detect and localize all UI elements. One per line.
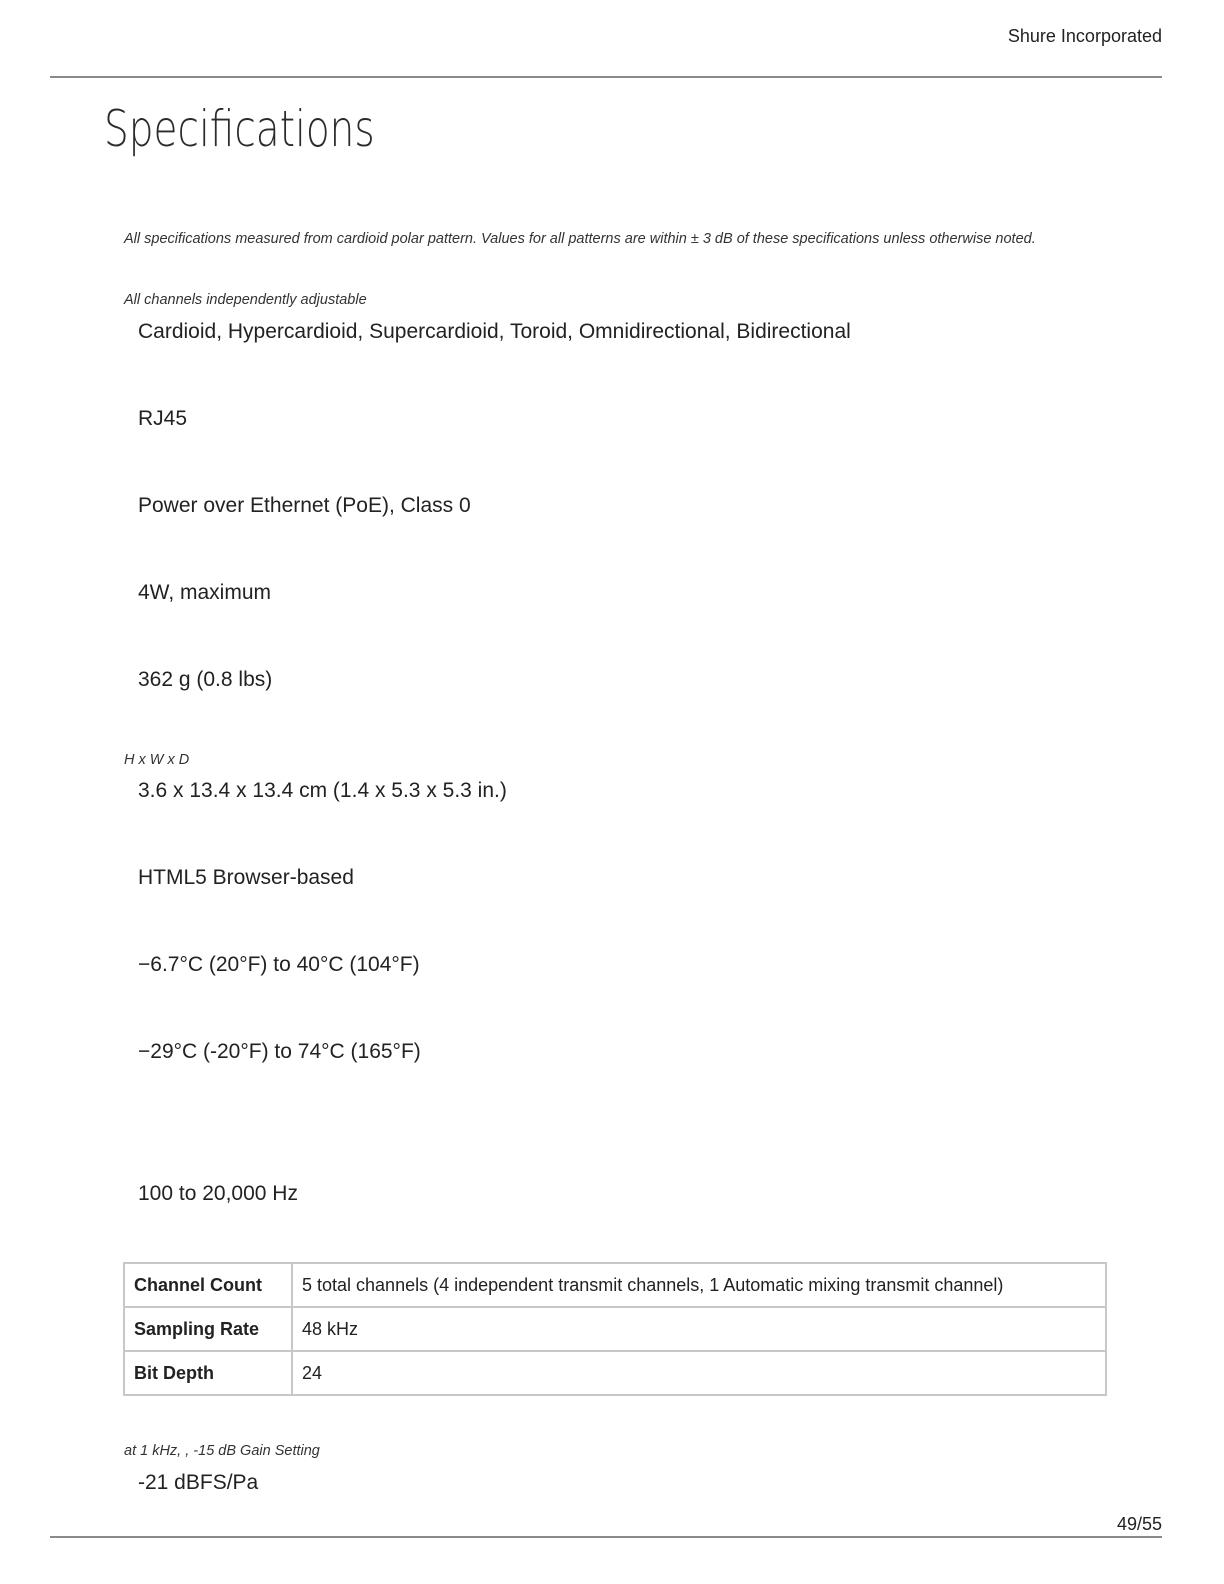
control-software-value: HTML5 Browser-based: [138, 866, 354, 889]
channels-note: All channels independently adjustable: [124, 292, 367, 308]
company-name: Shure Incorporated: [1007, 26, 1162, 46]
page-title: Specifications: [104, 100, 375, 158]
dimensions-value: 3.6 x 13.4 x 13.4 cm (1.4 x 5.3 x 5.3 in.): [138, 779, 507, 802]
polar-patterns-value: Cardioid, Hypercardioid, Supercardioid, Toroid, Omnidirectional, Bidirectional: [138, 320, 851, 343]
table-cell-value: 24: [292, 1351, 1106, 1395]
frequency-response-value: 100 to 20,000 Hz: [138, 1182, 298, 1205]
table-row: [124, 1351, 1106, 1395]
audio-spec-table: [123, 1262, 1107, 1396]
table-cell-value: 5 total channels (4 independent transmit channels, 1 Automatic mixing transmit channel): [292, 1263, 1106, 1307]
table-cell-value: 48 kHz: [292, 1307, 1106, 1351]
power-value: Power over Ethernet (PoE), Class 0: [138, 494, 471, 517]
power-consumption-value: 4W, maximum: [138, 581, 272, 604]
operating-temp-value: −6.7°C (20°F) to 40°C (104°F): [138, 953, 420, 976]
dimensions-note: H x W x D: [124, 752, 190, 768]
page-number: 49/55: [1116, 1514, 1162, 1534]
sensitivity-note: at 1 kHz, , -15 dB Gain Setting: [124, 1443, 320, 1459]
footer-divider: [50, 1536, 1162, 1538]
table-cell-label: Channel Count: [124, 1263, 292, 1307]
general-note: All specifications measured from cardioid polar pattern. Values for all patterns are within ± 3 dB of these specifications unless otherwise noted.: [124, 231, 1036, 247]
sensitivity-value: -21 dBFS/Pa: [138, 1471, 259, 1494]
header-divider: [50, 76, 1162, 78]
table-cell-label: Sampling Rate: [124, 1307, 292, 1351]
table-row: [124, 1263, 1106, 1307]
storage-temp-value: −29°C (-20°F) to 74°C (165°F): [138, 1040, 421, 1063]
table-cell-label: Bit Depth: [124, 1351, 292, 1395]
connector-value: RJ45: [138, 407, 188, 430]
table-row: [124, 1307, 1106, 1351]
weight-value: 362 g (0.8 lbs): [138, 668, 273, 691]
